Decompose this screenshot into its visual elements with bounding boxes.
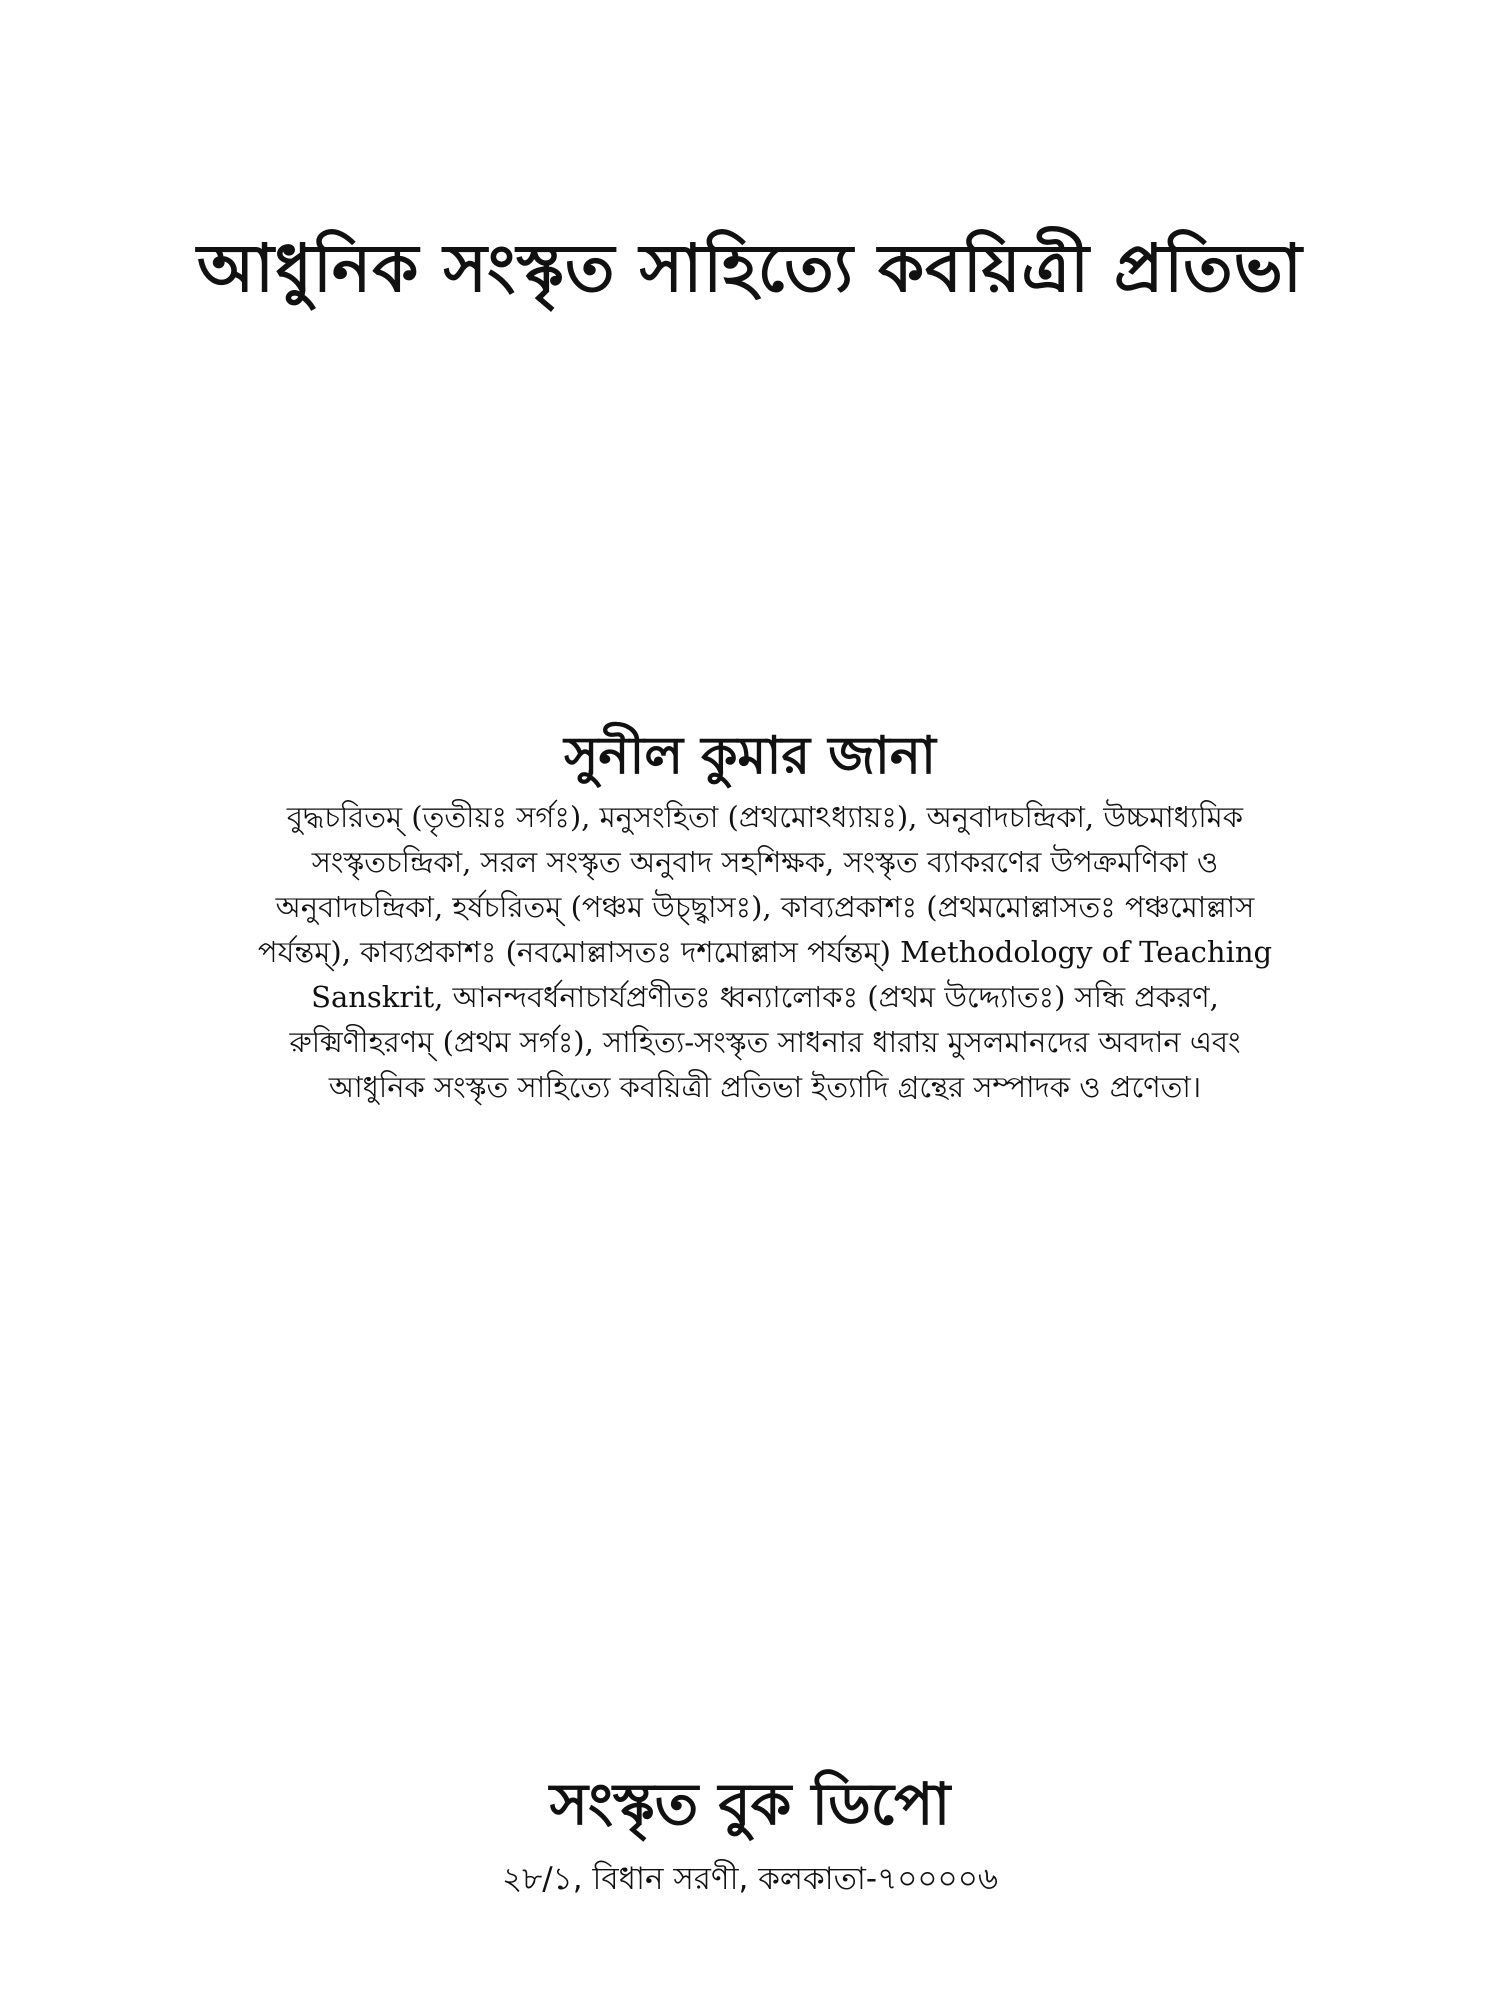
author-name: সুনীল কুমার জানা (564, 726, 936, 786)
book-title: আধুনিক সংস্কৃত সাহিত্যে কবয়িত্রী প্রতিভা (197, 230, 1303, 307)
author-bio-line: বুদ্ধচরিতম্ (তৃতীয়ঃ সর্গঃ), মনুসংহিতা (প্রথমোঽধ্যায়ঃ), অনুবাদচন্দ্রিকা, উচ্চমাধ্যমিক (286, 800, 1244, 834)
publisher-address: ২৮/১, বিধান সরণী, কলকাতা-৭০০০০৬ (501, 1861, 999, 1897)
author-bio-line: আধুনিক সংস্কৃত সাহিত্যে কবয়িত্রী প্রতিভা ইত্যাদি গ্রন্থের সম্পাদক ও প্রণেতা। (328, 1070, 1202, 1104)
publisher-name: সংস্কৃত বুক ডিপো (549, 1770, 951, 1838)
author-bio (210, 795, 1320, 1110)
author-bio-line: সংস্কৃতচন্দ্রিকা, সরল সংস্কৃত অনুবাদ সহশিক্ষক, সংস্কৃত ব্যাকরণের উপক্রমণিকা ও (311, 845, 1219, 879)
author-bio-line: পর্যন্তম্), কাব্যপ্রকাশঃ (নবমোল্লাসতঃ দশমোল্লাস পর্যন্তম্) Methodology of Teaching (257, 935, 1273, 969)
author-bio-line: Sanskrit, আনন্দবর্ধনাচার্যপ্রণীতঃ ধ্বন্যালোকঃ (প্রথম উদ্দ্যোতঃ) সন্ধি প্রকরণ, (311, 980, 1219, 1014)
author-bio-line: রুক্মিণীহরণম্ (প্রথম সর্গঃ), সাহিত্য-সংস্কৃত সাধনার ধারায় মুসলমানদের অবদান এবং (289, 1025, 1241, 1059)
author-bio-line: অনুবাদচন্দ্রিকা, হর্ষচরিতম্ (পঞ্চম উচ্ছ্বাসঃ), কাব্যপ্রকাশঃ (প্রথমমোল্লাসতঃ পঞ্চমোল্লাস (275, 890, 1255, 924)
